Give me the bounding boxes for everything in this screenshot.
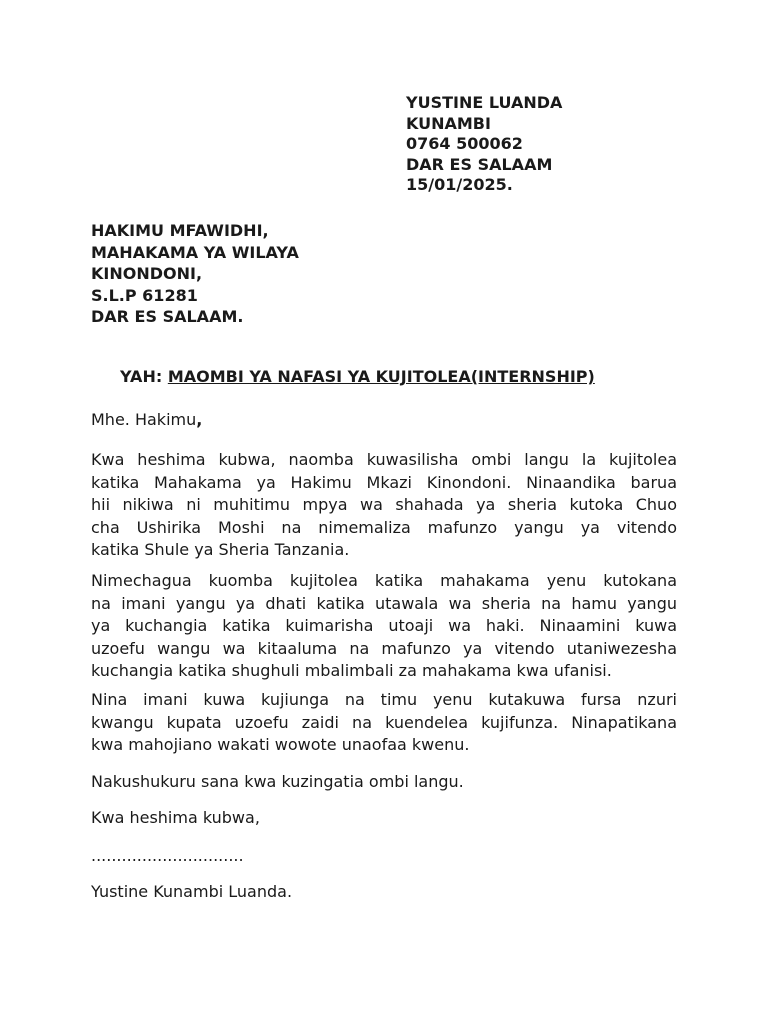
- recipient-line-1: HAKIMU MFAWIDHI,: [91, 221, 269, 240]
- thanks-line: Nakushukuru sana kwa kuzingatia ombi langu.: [91, 772, 464, 791]
- subject-title: MAOMBI YA NAFASI YA KUJITOLEA(INTERNSHIP): [167, 367, 595, 386]
- signature-line: ..............................: [91, 846, 244, 865]
- sender-address-block: [406, 93, 562, 196]
- sender-city: DAR ES SALAAM: [406, 154, 553, 174]
- paragraph-line: Kwa heshima kubwa, naomba kuwasilisha ombi langu la kujitolea: [91, 450, 677, 469]
- body-paragraph-1: [91, 449, 677, 562]
- salutation-comma: ,: [196, 410, 203, 429]
- recipient-line-3: KINONDONI,: [91, 264, 203, 283]
- salutation: [91, 410, 202, 429]
- paragraph-line: katika Mahakama ya Hakimu Mkazi Kinondoni. Ninaandika barua: [91, 472, 677, 492]
- recipient-address-block: [91, 220, 299, 328]
- paragraph-line: Nina imani kuwa kujiunga na timu yenu kutakuwa fursa nzuri: [91, 690, 677, 709]
- recipient-line-2: MAHAKAMA YA WILAYA: [91, 242, 299, 262]
- paragraph-line: kuchangia katika shughuli mbalimbali za mahakama kwa ufanisi.: [91, 661, 612, 680]
- paragraph-line: cha Ushirika Moshi na nimemaliza mafunzo yangu ya vitendo: [91, 517, 677, 537]
- paragraph-line: hii nikiwa ni muhitimu mpya wa shahada ya sheria kutoka Chuo: [91, 495, 677, 514]
- recipient-line-5: DAR ES SALAAM.: [91, 307, 244, 326]
- sender-name: YUSTINE LUANDA: [406, 93, 563, 112]
- paragraph-line: uzoefu wangu wa kitaaluma na mafunzo ya vitendo utaniwezesha: [91, 638, 677, 658]
- letter-date: 15/01/2025.: [406, 175, 513, 194]
- subject-line: [120, 367, 595, 386]
- body-paragraph-2: [91, 570, 677, 683]
- sender-phone: 0764 500062: [406, 134, 523, 153]
- paragraph-line: kwa mahojiano wakati wowote unaofaa kwenu.: [91, 735, 470, 754]
- subject-prefix: YAH:: [120, 367, 163, 386]
- recipient-line-4: S.L.P 61281: [91, 285, 198, 305]
- paragraph-line: ya kuchangia katika kuimarisha utoaji wa haki. Ninaamini kuwa: [91, 616, 677, 635]
- body-paragraph-3: [91, 689, 677, 757]
- paragraph-line: katika Shule ya Sheria Tanzania.: [91, 540, 350, 559]
- paragraph-line: kwangu kupata uzoefu zaidi na kuendelea kujifunza. Ninapatikana: [91, 712, 677, 732]
- sender-surname: KUNAMBI: [406, 113, 491, 133]
- salutation-text: Mhe. Hakimu: [91, 410, 197, 429]
- signature-name: Yustine Kunambi Luanda.: [91, 882, 293, 901]
- paragraph-line: Nimechagua kuomba kujitolea katika mahakama yenu kutokana: [91, 571, 677, 590]
- closing-regards: Kwa heshima kubwa,: [91, 808, 260, 827]
- paragraph-line: na imani yangu ya dhati katika utawala wa sheria na hamu yangu: [91, 593, 677, 613]
